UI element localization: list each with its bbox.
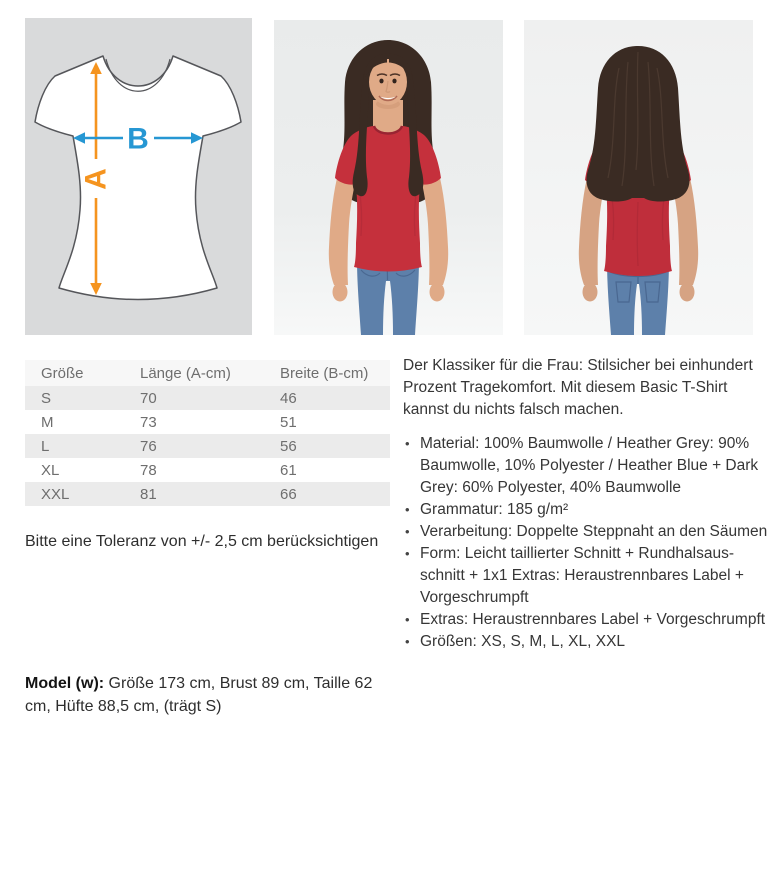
- col-header-width: Breite (B-cm): [264, 360, 390, 386]
- length-cell: 70: [140, 389, 157, 407]
- width-cell: 51: [280, 413, 297, 431]
- model-back-illustration: [524, 20, 753, 335]
- feature-item-form: [403, 543, 769, 609]
- feature-item-extras: [403, 609, 769, 631]
- size-table: [25, 360, 390, 506]
- model-front-photo: [274, 20, 503, 335]
- size-cell: L: [41, 437, 50, 455]
- size-cell: S: [41, 389, 52, 407]
- description-intro: Der Klassiker für die Frau: Stilsicher bei einhundert Prozent Tragekomfort. Mit diesem Basic T-Shirt kannst du nichts falsch machen.: [403, 357, 753, 418]
- product-description: [403, 355, 769, 653]
- table-row: [25, 458, 390, 482]
- feature-item-grammatur: [403, 499, 769, 521]
- feature-item-groessen: [403, 631, 769, 653]
- feature-item-verarbeitung: [403, 521, 769, 543]
- bullet-icon: •: [405, 634, 410, 649]
- bullet-icon: •: [405, 436, 410, 451]
- size-cell: M: [41, 413, 54, 431]
- length-cell: 81: [140, 485, 157, 503]
- feature-text: Extras: Heraustrennbares Label + Vorgeschrumpft: [420, 611, 766, 628]
- bullet-icon: •: [405, 502, 410, 517]
- size-diagram-image: [25, 18, 252, 335]
- model-front-illustration: [274, 20, 503, 335]
- size-diagram-svg: [25, 18, 252, 335]
- bullet-icon: •: [405, 524, 410, 539]
- table-row: [25, 386, 390, 410]
- width-cell: 46: [280, 389, 297, 407]
- table-row: [25, 482, 390, 506]
- length-cell: 73: [140, 413, 157, 431]
- tolerance-note: Bitte eine Toleranz von +/- 2,5 cm berücksichtigen: [25, 533, 379, 550]
- feature-list: [403, 433, 769, 653]
- width-cell: 66: [280, 485, 297, 503]
- length-label-a: A: [79, 168, 113, 190]
- feature-text: Grammatur: 185 g/m²: [420, 501, 569, 518]
- feature-item-material: [403, 433, 769, 499]
- width-label-b: B: [127, 122, 149, 156]
- size-table-header-row: [25, 360, 390, 386]
- width-cell: 61: [280, 461, 297, 479]
- bullet-icon: •: [405, 546, 410, 561]
- feature-text: Form: Leicht taillierter Schnitt + Rundhalsausschnitt + 1x1 Extras: Heraustrennbares Label + Vorgeschrumpft: [420, 545, 744, 606]
- model-info-label: Model (w):: [25, 675, 105, 692]
- model-info: [25, 672, 397, 718]
- feature-text: Größen: XS, S, M, L, XL, XXL: [420, 633, 626, 650]
- length-cell: 78: [140, 461, 157, 479]
- table-row: [25, 434, 390, 458]
- col-header-length: Länge (A-cm): [124, 360, 264, 386]
- width-cell: 56: [280, 437, 297, 455]
- col-header-size: Größe: [25, 360, 124, 386]
- table-row: [25, 410, 390, 434]
- feature-text: Material: 100% Baumwolle / Heather Grey: 90% Baumwolle, 10% Polyester / Heather Blue + Dark Grey: 60% Polyester, 40% Baumwolle: [420, 435, 759, 496]
- model-back-photo: [524, 20, 753, 335]
- length-cell: 76: [140, 437, 157, 455]
- size-cell: XXL: [41, 485, 70, 503]
- bullet-icon: •: [405, 612, 410, 627]
- feature-text: Verarbeitung: Doppelte Steppnaht an den Säumen: [420, 523, 768, 540]
- model-info-text: Größe 173 cm, Brust 89 cm, Taille 62 cm, Hüfte 88,5 cm, (trägt S): [25, 675, 373, 715]
- size-cell: XL: [41, 461, 60, 479]
